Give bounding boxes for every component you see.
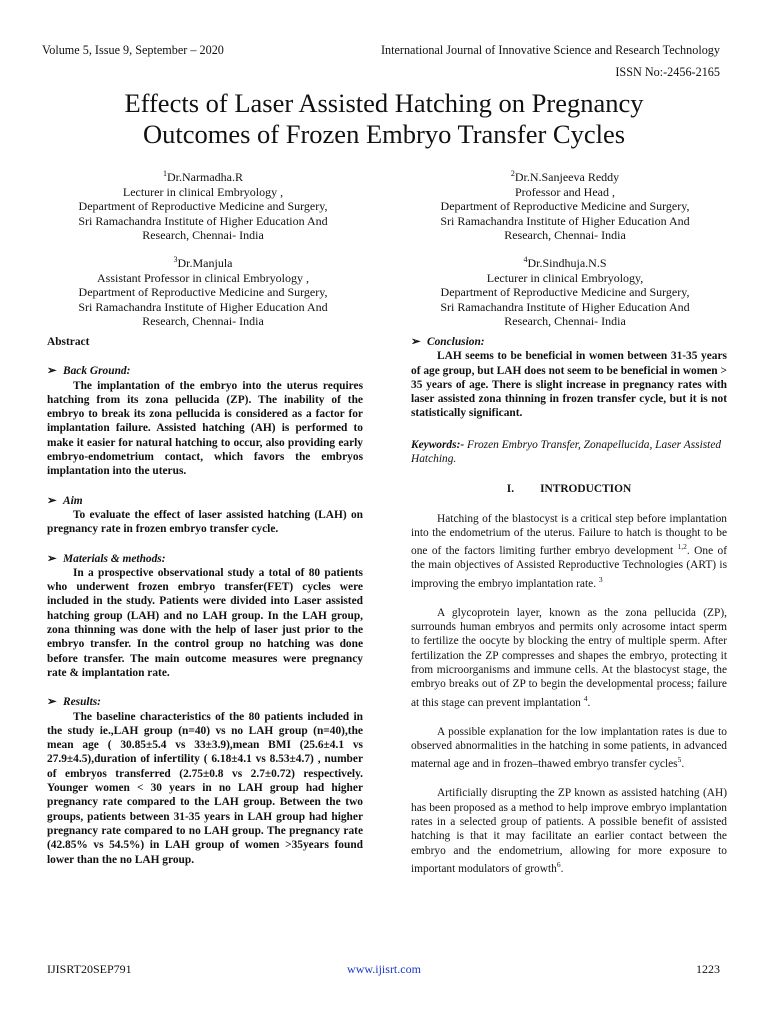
methods-heading: ➢ Materials & methods: — [47, 552, 166, 565]
introduction-heading: I. INTRODUCTION — [506, 483, 632, 496]
intro-paragraph-1: Hatching of the blastocyst is a critical step before implantation into the endometrium of the uterus. Failure to hatch is thought to be one of the factors limiting further embryo development $^{1,2}$. One of the main objectives of Assisted Reproductive Technologies (ART) is improving the embryo implantation rate. $^3$ — [411, 512, 727, 590]
paper-code: IJISRT20SEP791 — [47, 962, 132, 976]
author-role: Professor and Head , — [515, 184, 615, 199]
author-loc: Research, Chennai- India — [142, 314, 264, 329]
author-inst: Sri Ramachandra Institute of Higher Education And — [440, 299, 690, 314]
background-text: The implantation of the embryo into the uterus requires hatching from its zona pellucida (ZP). The inability of the embryo to break its zona pellucida is considered as a factor for implantation failure. Assisted hatching (AH) is performed to make it easier for natural hatching to occur, also providing early embryo-endometrium contact, which favors the embryos implantation into the uterus. — [47, 379, 363, 478]
intro-paragraph-2: A glycoprotein layer, known as the zona pellucida (ZP), surrounds human embryos and permits only acrosome intact sperm to fertilize the oocyte by blocking the entry of multiple sperm. After fertilization the ZP compresses and shapes the embryo, protecting it from microorganisms and immune cells. At the blastocyst stage, the embryo breaks out of ZP to begin the developmental process; failure at this stage can prevent implantation $^4$. — [411, 606, 727, 709]
background-heading: ➢ Back Ground: — [47, 365, 131, 378]
author-dept: Department of Reproductive Medicine and Surgery, — [78, 199, 328, 214]
conclusion-heading: ➢ Conclusion: — [411, 336, 485, 348]
intro-paragraph-3: A possible explanation for the low implantation rates is due to observed abnormalities in the hatching in some patients, in advanced maternal age and in frozen–thawed embryo transfer cycles$^5$. — [411, 725, 727, 771]
right-column — [411, 335, 727, 876]
arrow-bullet-icon: ➢ — [47, 494, 57, 507]
arrow-bullet-icon: ➢ — [47, 365, 57, 378]
arrow-bullet-icon: ➢ — [411, 336, 421, 348]
author-dept: Department of Reproductive Medicine and Surgery, — [440, 285, 690, 300]
author-block-3 — [38, 253, 368, 329]
section-number: I. — [506, 483, 515, 496]
conclusion-text: LAH seems to be beneficial in women between 31-35 years of age group, but LAH does not seem to be beneficial in women > 35 years of age. There is slight increase in pregnancy rates with laser assisted zona thinning in frozen transfer cycle, but it is not statistically significant. — [411, 350, 727, 420]
volume-issue: Volume 5, Issue 9, September – 2020 — [42, 43, 224, 57]
journal-name: International Journal of Innovative Science and Research Technology — [380, 43, 720, 57]
author-name: $^1$Dr.Narmadha.R — [163, 169, 243, 184]
author-dept: Department of Reproductive Medicine and Surgery, — [440, 199, 690, 214]
page-number: 1223 — [696, 962, 720, 976]
author-dept: Department of Reproductive Medicine and Surgery, — [78, 285, 328, 300]
keywords-label: Keywords:- — [411, 438, 465, 451]
author-role: Lecturer in clinical Embryology , — [122, 184, 284, 199]
aim-text: To evaluate the effect of laser assisted hatching (LAH) on pregnancy rate in frozen embryo transfer cycle. — [47, 508, 363, 536]
author-block-1 — [38, 167, 368, 243]
title-line-1: Effects of Laser Assisted Hatching on Pregnancy — [124, 88, 644, 118]
issn: ISSN No:-2456-2165 — [615, 65, 720, 79]
author-role: Lecturer in clinical Embryology, — [486, 270, 644, 285]
author-block-2 — [400, 167, 730, 243]
author-loc: Research, Chennai- India — [504, 314, 626, 329]
title-line-2: Outcomes of Frozen Embryo Transfer Cycles — [142, 119, 626, 149]
author-role: Assistant Professor in clinical Embryology , — [97, 270, 309, 285]
author-name: $^2$Dr.N.Sanjeeva Reddy — [510, 169, 620, 184]
author-inst: Sri Ramachandra Institute of Higher Education And — [440, 213, 690, 228]
keywords-text: Frozen Embryo Transfer, Zonapellucida, Laser Assisted Hatching. — [411, 438, 722, 466]
arrow-bullet-icon: ➢ — [47, 552, 57, 565]
author-loc: Research, Chennai- India — [142, 228, 264, 243]
keywords — [411, 438, 727, 467]
intro-paragraph-4: Artificially disrupting the ZP known as assisted hatching (AH) has been proposed as a method to help improve embryo implantation rates in a selected group of patients. A possible benefit of assisted hatching is that it may facilitate an earlier contact between the embryo and the endometrium, allowing for more exposure to important modulators of growth$^6$. — [411, 787, 727, 875]
journal-url-link[interactable]: www.ijisrt.com — [347, 962, 421, 976]
results-text: The baseline characteristics of the 80 patients included in the study ie.,LAH group (n=40) vs no LAH group (n=40),the mean age ( 30.85±5.4 vs 33±3.9),mean BMI (25.6±4.1 vs 27.9±4.5),duration of infertility ( 6.18±4.1 vs 8.53±4.7) , number of embryos transferred (2.75±0.8 vs 2.7±0.72) respectively. Younger women < 30 years in no LAH group had higher pregnancy rate compared to the LAH group. Between the two groups, patients between 31-35 years in LAH group had higher pregnancy rate compared to no LAH group. The pregnancy rate (42.85% vs 54.5%) in LAH group of women >35years found lower than the no LAH group. — [47, 710, 363, 866]
abstract-label: Abstract — [47, 336, 90, 348]
author-name: $^3$Dr.Manjula — [173, 255, 233, 270]
aim-heading: ➢ Aim — [47, 494, 83, 507]
arrow-bullet-icon: ➢ — [47, 696, 57, 709]
author-name: $^4$Dr.Sindhuja.N.S — [523, 255, 607, 270]
methods-text: In a prospective observational study a total of 80 patients who underwent frozen embryo transfer(FET) cycles were included in the study. Patients were divided into Laser assisted hatching group (LAH) and no LAH group. In the LAH group, zona thinning was done with the help of laser just prior to the embryo transfer. In the control group no hatching was done before transfer. The main outcome measures were pregnancy rate & implantation rate. — [47, 566, 363, 679]
author-inst: Sri Ramachandra Institute of Higher Education And — [78, 299, 328, 314]
abstract-column — [47, 335, 363, 867]
author-inst: Sri Ramachandra Institute of Higher Education And — [78, 213, 328, 228]
author-loc: Research, Chennai- India — [504, 228, 626, 243]
paper-title — [0, 88, 768, 150]
author-block-4 — [400, 253, 730, 329]
results-heading: ➢ Results: — [47, 696, 101, 709]
